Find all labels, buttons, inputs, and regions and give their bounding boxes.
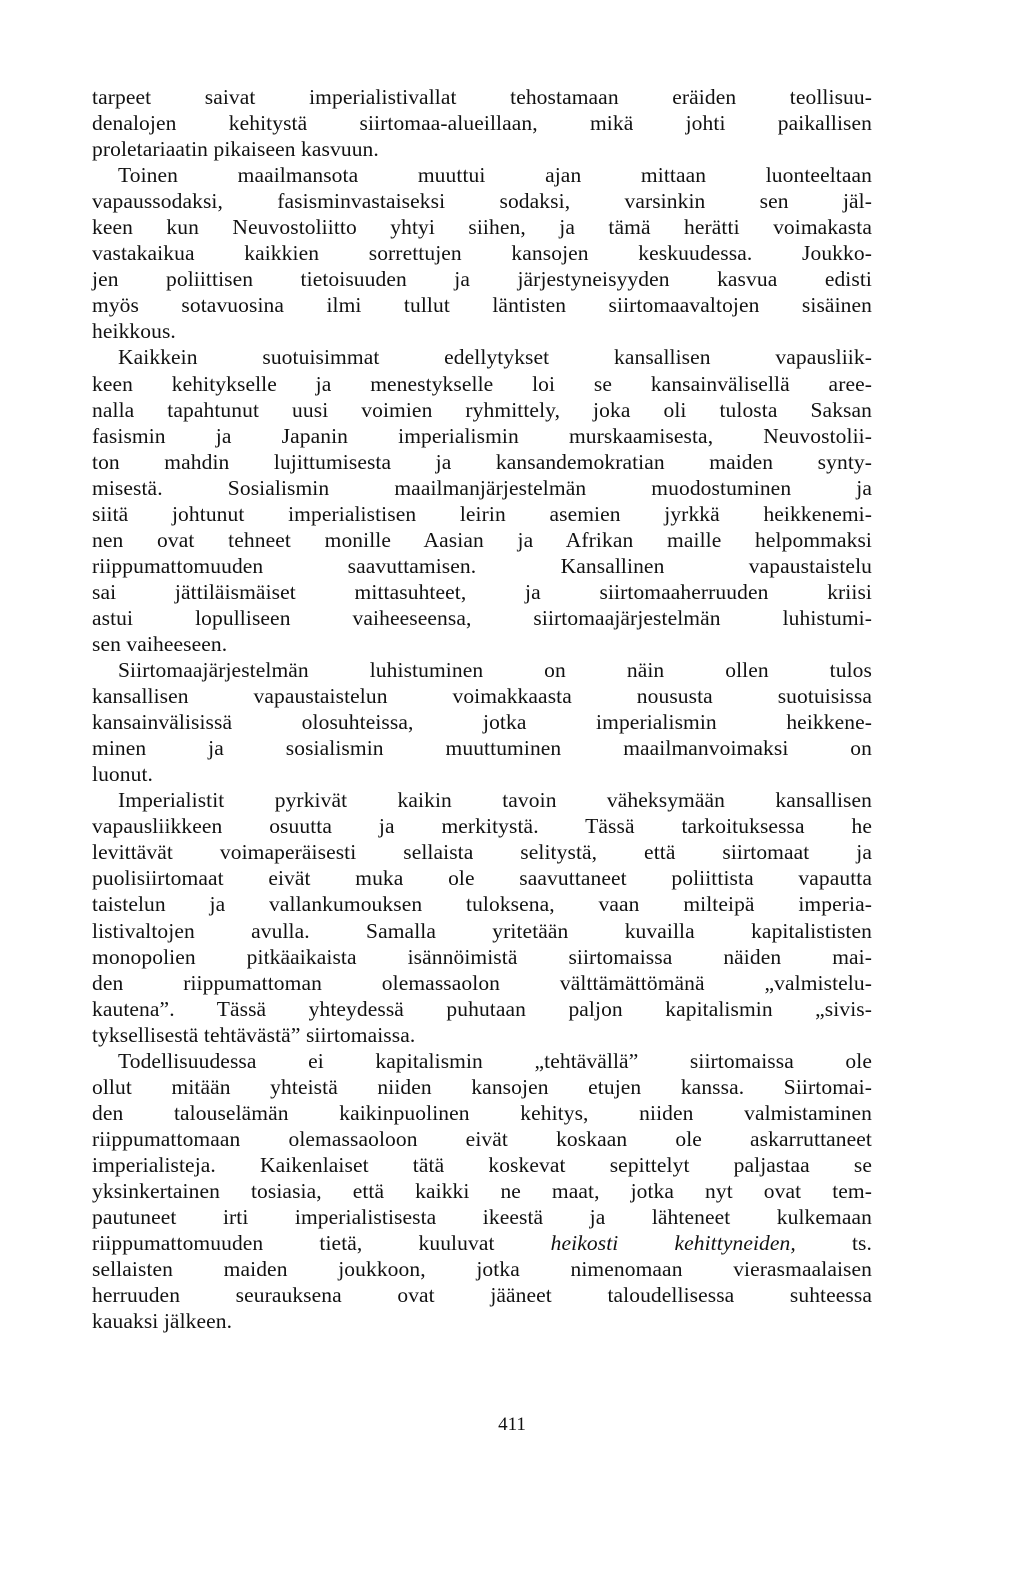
text-line: taistelun ja vallankumouksen tuloksena, vaan milteipä imperia- xyxy=(92,892,872,917)
text-line: fasismin ja Japanin imperialismin murskaamisesta, Neuvostolii- xyxy=(92,423,872,448)
text-line: sen vaiheeseen. xyxy=(92,631,228,656)
text-line: tarpeet saivat imperialistivallat tehostamaan eräiden teollisuu- xyxy=(92,85,872,109)
text-line: riippumattomaan olemassaoloon eivät koskaan ole askarruttaneet xyxy=(92,1126,872,1151)
text-line: nen ovat tehneet monille Aasian ja Afrikan maille helpommaksi xyxy=(92,527,872,552)
text-line: siitä johtunut imperialistisen leirin asemien jyrkkä heikkenemi- xyxy=(92,501,872,526)
emphasized-text: heikosti kehittyneiden, xyxy=(550,1231,796,1256)
body-text xyxy=(92,84,872,1334)
text-line: Kaikkein suotuisimmat edellytykset kansallisen vapausliik- xyxy=(118,345,872,370)
text-line: proletariaatin pikaiseen kasvuun. xyxy=(92,137,379,162)
text-line: Imperialistit pyrkivät kaikin tavoin väheksymään kansallisen xyxy=(118,788,872,813)
text-line: keen kehitykselle ja menestykselle loi se kansainvälisellä aree- xyxy=(92,371,872,396)
text-line xyxy=(92,1230,872,1256)
text-line: minen ja sosialismin muuttuminen maailmanvoimaksi on xyxy=(92,736,872,761)
text-line: pautuneet irti imperialistisesta ikeestä ja lähteneet kulkemaan xyxy=(92,1205,872,1230)
text-line: nalla tapahtunut uusi voimien ryhmittely, joka oli tulosta Saksan xyxy=(92,397,872,422)
text-line: kautena”. Tässä yhteydessä puhutaan paljon kapitalismin „sivis- xyxy=(92,996,872,1021)
page-number: 411 xyxy=(498,1414,526,1435)
text-line: denalojen kehitystä siirtomaa-alueillaan, mikä johti paikallisen xyxy=(92,111,872,136)
text-line: kauaksi jälkeen. xyxy=(92,1309,233,1334)
text-line: misestä. Sosialismin maailmanjärjestelmän muodostuminen ja xyxy=(92,475,872,500)
text-line: herruuden seurauksena ovat jääneet taloudellisessa suhteessa xyxy=(92,1283,872,1308)
text-line: kansallisen vapaustaistelun voimakkaasta noususta suotuisissa xyxy=(92,684,872,709)
text-line: sellaisten maiden joukkoon, jotka nimenomaan vierasmaalaisen xyxy=(92,1257,872,1282)
text-line: ollut mitään yhteistä niiden kansojen etujen kanssa. Siirtomai- xyxy=(92,1074,872,1099)
text-run: ts. xyxy=(795,1231,872,1256)
text-line: kansainvälisissä olosuhteissa, jotka imperialismin heikkene- xyxy=(92,710,872,735)
text-line: tyksellisestä tehtävästä” siirtomaissa. xyxy=(92,1022,416,1047)
text-line: monopolien pitkäaikaista isännöimistä siirtomaissa näiden mai- xyxy=(92,944,872,969)
text-line: vapaussodaksi, fasisminvastaiseksi sodaksi, varsinkin sen jäl- xyxy=(92,189,872,214)
text-line: listivaltojen avulla. Samalla yritetään kuvailla kapitalististen xyxy=(92,918,872,943)
text-line: vastakaikua kaikkien sorrettujen kansojen keskuudessa. Joukko- xyxy=(92,241,872,266)
text-line: levittävät voimaperäisesti sellaista selitystä, että siirtomaat ja xyxy=(92,840,872,865)
text-line: puolisiirtomaat eivät muka ole saavuttaneet poliittista vapautta xyxy=(92,866,872,891)
text-line: sai jättiläismäiset mittasuhteet, ja siirtomaaherruuden kriisi xyxy=(92,579,872,604)
text-line: vapausliikkeen osuutta ja merkitystä. Tässä tarkoituksessa he xyxy=(92,814,872,839)
text-line: luonut. xyxy=(92,762,154,787)
text-line: astui lopulliseen vaiheeseensa, siirtomaajärjestelmän luhistumi- xyxy=(92,605,872,630)
text-run: riippumattomuuden tietä, kuuluvat xyxy=(92,1231,551,1256)
text-line: ton mahdin lujittumisesta ja kansandemokratian maiden synty- xyxy=(92,449,872,474)
text-line: Todellisuudessa ei kapitalismin „tehtävällä” siirtomaissa ole xyxy=(118,1048,872,1073)
text-line: imperialisteja. Kaikenlaiset tätä koskevat sepittelyt paljastaa se xyxy=(92,1152,872,1177)
text-line: den riippumattoman olemassaolon välttämättömänä „valmistelu- xyxy=(92,970,872,995)
text-line: Siirtomaajärjestelmän luhistuminen on näin ollen tulos xyxy=(118,658,872,683)
text-line: heikkous. xyxy=(92,319,176,344)
text-line: keen kun Neuvostoliitto yhtyi siihen, ja tämä herätti voimakasta xyxy=(92,215,872,240)
text-line: Toinen maailmansota muuttui ajan mittaan luonteeltaan xyxy=(118,163,872,188)
text-line: myös sotavuosina ilmi tullut läntisten siirtomaavaltojen sisäinen xyxy=(92,293,872,318)
text-line: yksinkertainen tosiasia, että kaikki ne maat, jotka nyt ovat tem- xyxy=(92,1178,872,1203)
text-line: den talouselämän kaikinpuolinen kehitys, niiden valmistaminen xyxy=(92,1100,872,1125)
text-line: jen poliittisen tietoisuuden ja järjestyneisyyden kasvua edisti xyxy=(92,267,872,292)
text-line: riippumattomuuden saavuttamisen. Kansallinen vapaustaistelu xyxy=(92,553,872,578)
